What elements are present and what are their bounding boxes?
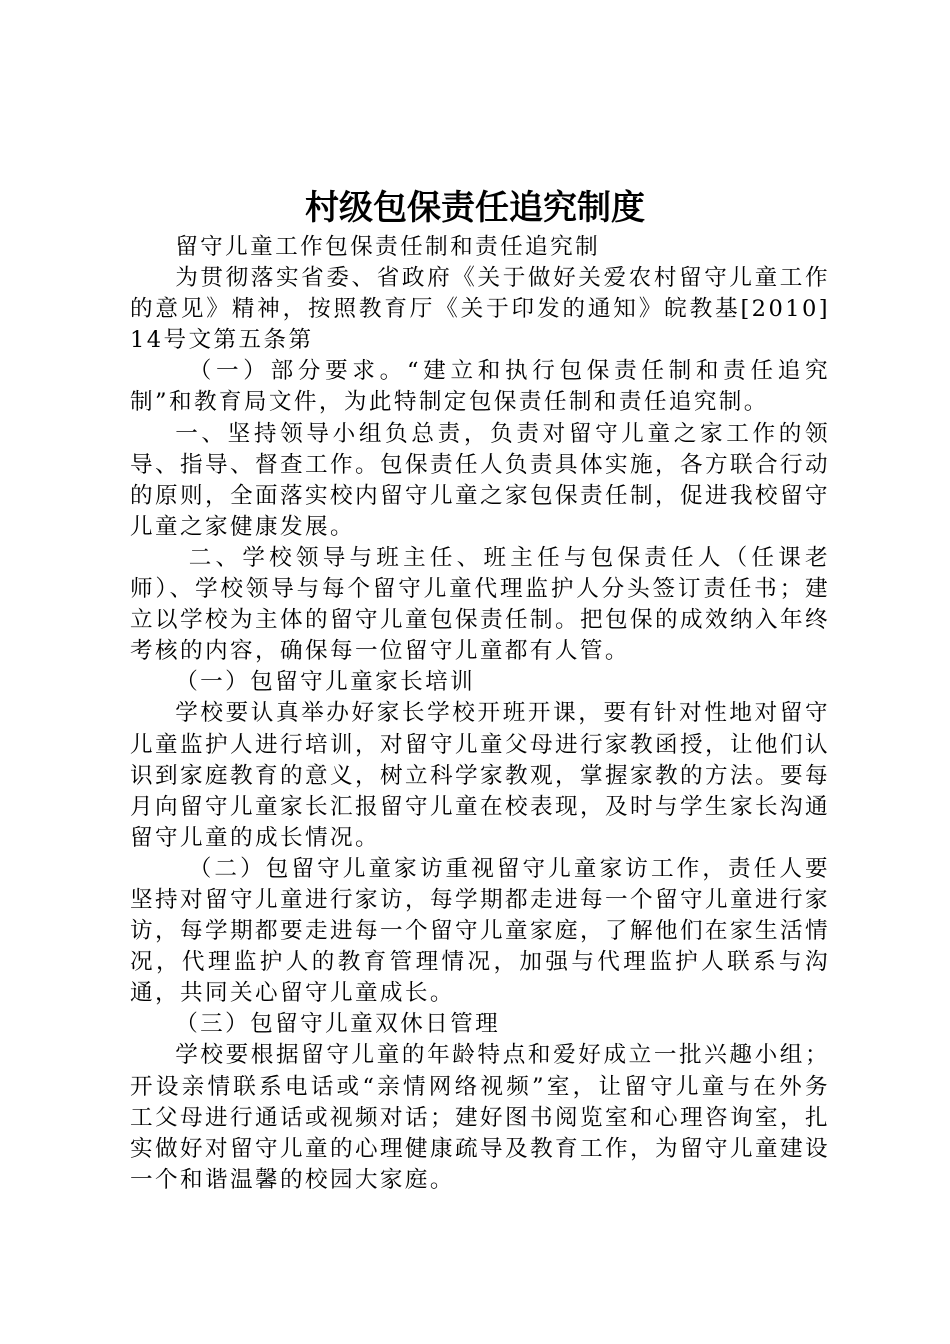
paragraph-section-one: 一、坚持领导小组负总责，负责对留守儿童之家工作的领导、指导、督查工作。包保责任人负责具体实施，各方联合行动的原则，全面落实校内留守儿童之家包保责任制，促进我校留守儿童之家健康发展。 (130, 420, 830, 540)
paragraph-parent-training: 学校要认真举办好家长学校开班开课，要有针对性地对留守儿童监护人进行培训，对留守儿童父母进行家教函授，让他们认识到家庭教育的意义，树立科学家教观，掌握家教的方法。要每月向留守儿童家长汇报留守儿童在校表现，及时与学生家长沟通留守儿童的成长情况。 (130, 700, 830, 851)
paragraph-weekend-management: 学校要根据留守儿童的年龄特点和爱好成立一批兴趣小组；开设亲情联系电话或“亲情网络视频”室，让留守儿童与在外务工父母进行通话或视频对话；建好图书阅览室和心理咨询室，扎实做好对留守儿童的心理健康疏导及教育工作，为留守儿童建设一个和谐温馨的校园大家庭。 (130, 1042, 830, 1193)
document-body (130, 232, 830, 1196)
paragraph-home-visits: （二）包留守儿童家访重视留守儿童家访工作，责任人要坚持对留守儿童进行家访，每学期都走进每一个留守儿童进行家访，每学期都要走进每一个留守儿童家庭，了解他们在家生活情况，代理监护人的教育管理情况，加强与代理监护人联系与沟通，共同关心留守儿童成长。 (130, 855, 830, 1007)
paragraph-heading-weekend: （三）包留守儿童双休日管理 (175, 1011, 501, 1038)
paragraph-intro: 为贯彻落实省委、省政府《关于做好关爱农村留守儿童工作的意见》精神，按照教育厅《关于印发的通知》皖教基[2010]14号文第五条第 (130, 265, 830, 354)
paragraph-heading-parent-training: （一）包留守儿童家长培训 (175, 669, 476, 696)
document-title: 村级包保责任追究制度 (305, 188, 645, 228)
paragraph-requirements: （一）部分要求。“建立和执行包保责任制和责任追究制”和教育局文件，为此特制定包保责任制和责任追究制。 (130, 358, 830, 416)
paragraph-subtitle: 留守儿童工作包保责任制和责任追究制 (175, 234, 601, 260)
paragraph-section-two: 二、学校领导与班主任、班主任与包保责任人（任课老师）、学校领导与每个留守儿童代理监护人分头签订责任书；建立以学校为主体的留守儿童包保责任制。把包保的成效纳入年终考核的内容，确保每一位留守儿童都有人管。 (130, 544, 830, 665)
